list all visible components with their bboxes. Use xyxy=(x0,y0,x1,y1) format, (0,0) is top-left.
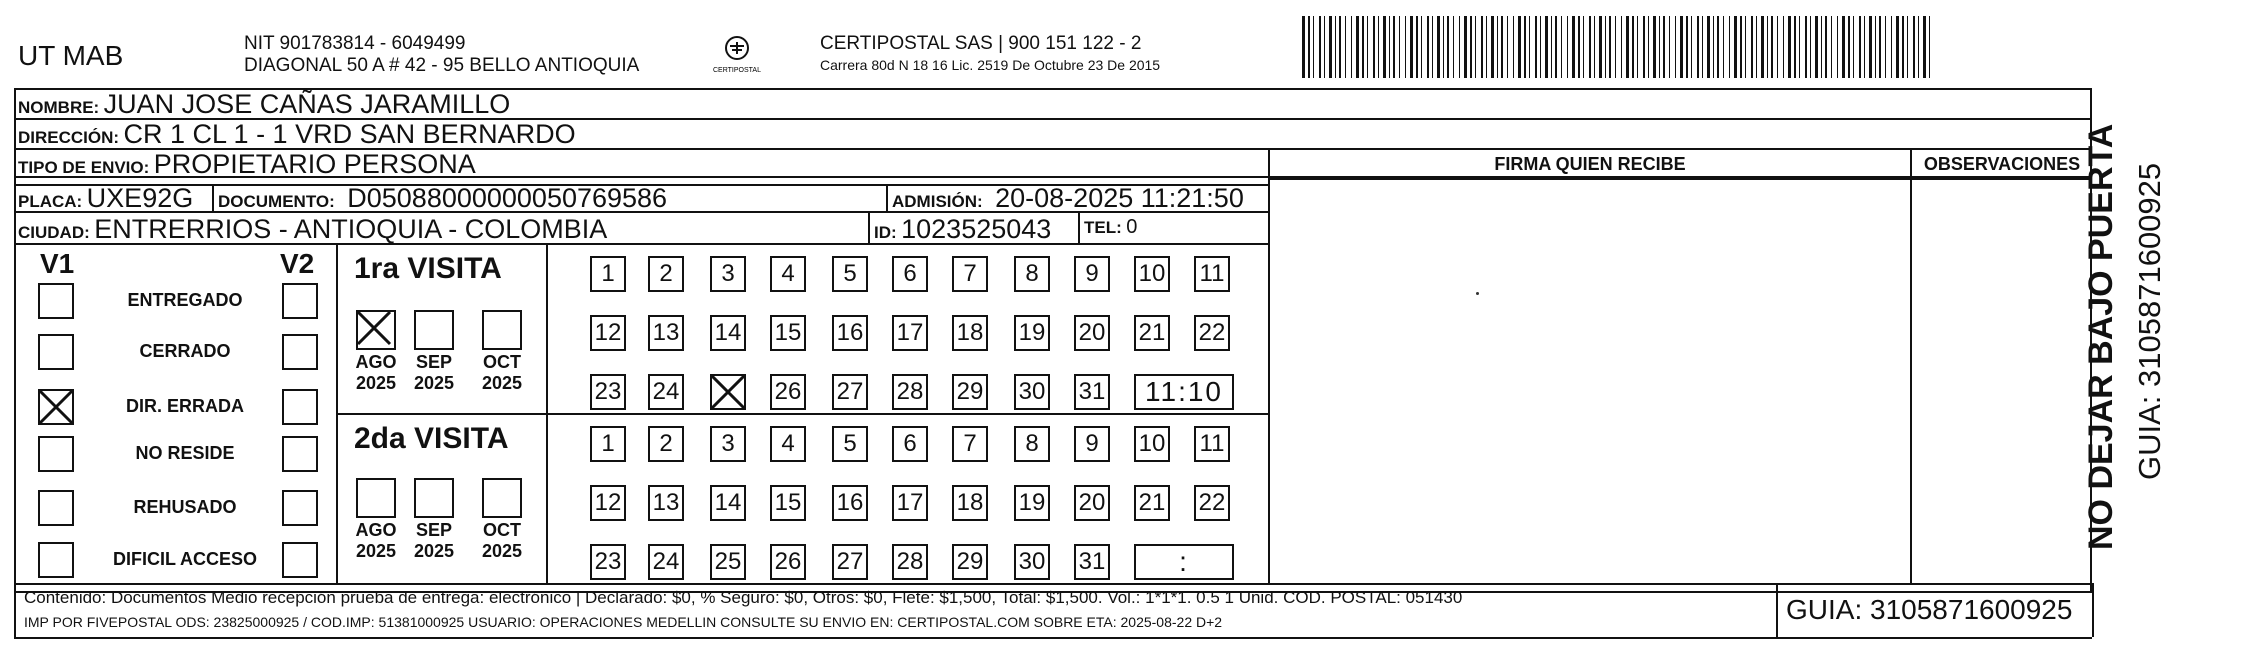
signature-mark xyxy=(1476,292,1479,295)
address-row xyxy=(18,119,576,150)
plate-row xyxy=(18,183,193,214)
visit1-day[interactable]: 7 xyxy=(952,256,988,292)
visit1-month-checkbox[interactable] xyxy=(356,310,396,350)
tel-value: 0 xyxy=(1126,216,1138,238)
visit1-month-checkbox[interactable] xyxy=(482,310,522,350)
plate-label: PLACA: xyxy=(18,192,83,211)
visit2-month-checkbox[interactable] xyxy=(356,478,396,518)
status-v1-checkbox[interactable] xyxy=(38,389,74,425)
address-label: DIRECCIÓN: xyxy=(18,128,120,147)
admission-label: ADMISIÓN: xyxy=(892,192,983,211)
visit2-title: 2da VISITA xyxy=(354,422,509,455)
visit1-day[interactable]: 15 xyxy=(770,315,806,351)
status-v2-checkbox[interactable] xyxy=(282,389,318,425)
visit1-day[interactable]: 14 xyxy=(710,315,746,351)
visit2-month-label xyxy=(472,520,532,562)
visit2-month-name: SEP xyxy=(415,520,453,540)
visit2-time-box[interactable]: : xyxy=(1134,544,1234,580)
visit1-day[interactable]: 1 xyxy=(590,256,626,292)
visit2-day[interactable]: 13 xyxy=(648,485,684,521)
admission-row xyxy=(892,183,1244,214)
visit2-month-year: 2025 xyxy=(481,541,523,561)
status-label: DIFICIL ACCESO xyxy=(112,549,257,569)
visit1-day[interactable]: 16 xyxy=(832,315,868,351)
side-warning: NO DEJAR BAJO PUERTA xyxy=(2082,123,2120,550)
status-label: DIR. ERRADA xyxy=(125,396,244,416)
recipient-address: CR 1 CL 1 - 1 VRD SAN BERNARDO xyxy=(123,119,576,149)
status-v2-checkbox[interactable] xyxy=(282,542,318,578)
visit1-day[interactable]: 5 xyxy=(832,256,868,292)
visit2-day[interactable]: 17 xyxy=(892,485,928,521)
visit1-day[interactable]: 2 xyxy=(648,256,684,292)
visit1-time-box[interactable]: 11:10 xyxy=(1134,374,1234,410)
barcode xyxy=(1302,16,1934,78)
id-value: 1023525043 xyxy=(901,214,1052,244)
id-label: ID: xyxy=(874,223,897,242)
doc-value: D05088000000050769586 xyxy=(347,183,668,213)
visit2-day[interactable]: 6 xyxy=(892,426,928,462)
type-row xyxy=(18,149,476,180)
id-row xyxy=(874,214,1051,245)
visit1-day[interactable]: 19 xyxy=(1014,315,1050,351)
status-v2-checkbox[interactable] xyxy=(282,490,318,526)
visit2-day[interactable]: 3 xyxy=(710,426,746,462)
visit1-month-label xyxy=(346,352,406,394)
status-label: ENTREGADO xyxy=(127,290,243,310)
visit1-month-name: SEP xyxy=(415,352,453,372)
visit1-day[interactable]: 18 xyxy=(952,315,988,351)
visit2-month-label xyxy=(404,520,464,562)
visit1-day[interactable] xyxy=(710,374,746,410)
visit2-day[interactable]: 10 xyxy=(1134,426,1170,462)
visit1-month-year: 2025 xyxy=(481,373,523,393)
visit1-day[interactable]: 12 xyxy=(590,315,626,351)
city-row xyxy=(18,214,607,245)
visit1-month-name: AGO xyxy=(355,352,397,372)
signature-header: FIRMA QUIEN RECIBE xyxy=(1494,154,1686,174)
v2-header: V2 xyxy=(280,248,315,279)
visit2-day[interactable]: 23 xyxy=(590,544,626,580)
footer-guia: GUIA: 3105871600925 xyxy=(1786,594,2073,625)
visit1-day[interactable]: 21 xyxy=(1134,315,1170,351)
status-v2-checkbox[interactable] xyxy=(282,334,318,370)
status-label: REHUSADO xyxy=(133,497,237,517)
admission-value: 20-08-2025 11:21:50 xyxy=(995,183,1244,213)
visit1-month-label xyxy=(404,352,464,394)
visit1-month-name: OCT xyxy=(483,352,521,372)
visit1-day[interactable]: 30 xyxy=(1014,374,1050,410)
visit2-day[interactable]: 22 xyxy=(1194,485,1230,521)
status-v2-checkbox[interactable] xyxy=(282,283,318,319)
status-v1-checkbox[interactable] xyxy=(38,334,74,370)
visit1-day[interactable]: 13 xyxy=(648,315,684,351)
document-row xyxy=(218,183,667,214)
visit2-day[interactable]: 30 xyxy=(1014,544,1050,580)
visit2-day[interactable]: 24 xyxy=(648,544,684,580)
visit1-month-label xyxy=(472,352,532,394)
visit1-day[interactable]: 31 xyxy=(1074,374,1110,410)
visit2-day[interactable]: 9 xyxy=(1074,426,1110,462)
side-panel xyxy=(2082,110,2192,560)
visit2-day[interactable]: 18 xyxy=(952,485,988,521)
visit1-day[interactable]: 22 xyxy=(1194,315,1230,351)
visit2-day[interactable]: 26 xyxy=(770,544,806,580)
visit2-day[interactable]: 14 xyxy=(710,485,746,521)
status-v1-checkbox[interactable] xyxy=(38,542,74,578)
visit2-month-year: 2025 xyxy=(413,541,455,561)
visit1-month-checkbox[interactable] xyxy=(414,310,454,350)
status-v1-checkbox[interactable] xyxy=(38,436,74,472)
visit2-month-label xyxy=(346,520,406,562)
recipient-name: JUAN JOSE CAÑAS JARAMILLO xyxy=(103,89,511,119)
plate-value: UXE92G xyxy=(86,183,194,213)
visit1-day[interactable]: 26 xyxy=(770,374,806,410)
visit2-day[interactable]: 1 xyxy=(590,426,626,462)
type-label: TIPO DE ENVIO: xyxy=(18,158,150,177)
carrier-address: Carrera 80d N 18 16 Lic. 2519 De Octubre 23 De 2015 xyxy=(820,57,1161,73)
status-label: CERRADO xyxy=(139,341,231,361)
side-guia: GUIA: 3105871600925 xyxy=(2132,162,2167,480)
tel-row xyxy=(1084,216,1137,239)
visit2-day[interactable]: 5 xyxy=(832,426,868,462)
visit2-day[interactable]: 8 xyxy=(1014,426,1050,462)
visit1-day[interactable]: 3 xyxy=(710,256,746,292)
visit2-day[interactable]: 27 xyxy=(832,544,868,580)
visit1-day[interactable]: 23 xyxy=(590,374,626,410)
visit1-day[interactable]: 17 xyxy=(892,315,928,351)
visit2-day[interactable]: 11 xyxy=(1194,426,1230,462)
visit2-day[interactable]: 20 xyxy=(1074,485,1110,521)
logo-text: CERTIPOSTAL xyxy=(713,67,761,74)
tel-label: TEL: xyxy=(1084,218,1122,237)
visit1-day[interactable]: 8 xyxy=(1014,256,1050,292)
doc-label: DOCUMENTO: xyxy=(218,192,335,211)
carrier-name: CERTIPOSTAL SAS | 900 151 122 - 2 xyxy=(820,33,1142,54)
company-name: UT MAB xyxy=(18,40,124,71)
name-row xyxy=(18,89,510,120)
city-label: CIUDAD: xyxy=(18,223,90,242)
visit2-month-year: 2025 xyxy=(355,541,397,561)
visit1-day[interactable]: 24 xyxy=(648,374,684,410)
name-label: NOMBRE: xyxy=(18,98,100,117)
visit2-month-checkbox[interactable] xyxy=(414,478,454,518)
visit1-day[interactable]: 28 xyxy=(892,374,928,410)
visit2-month-name: OCT xyxy=(483,520,521,540)
visit1-day[interactable]: 20 xyxy=(1074,315,1110,351)
shipment-type: PROPIETARIO PERSONA xyxy=(153,149,476,179)
visit1-day[interactable]: 6 xyxy=(892,256,928,292)
visit1-day[interactable]: 9 xyxy=(1074,256,1110,292)
visit1-month-year: 2025 xyxy=(355,373,397,393)
status-v1-checkbox[interactable] xyxy=(38,490,74,526)
visit2-day[interactable]: 16 xyxy=(832,485,868,521)
visit2-day[interactable]: 25 xyxy=(710,544,746,580)
visit1-title: 1ra VISITA xyxy=(354,252,502,285)
visit2-day[interactable]: 29 xyxy=(952,544,988,580)
visit2-month-checkbox[interactable] xyxy=(482,478,522,518)
sender-address: DIAGONAL 50 A # 42 - 95 BELLO ANTIOQUIA xyxy=(244,55,640,76)
footer-imp: IMP POR FIVEPOSTAL ODS: 23825000925 / COD.IMP: 51381000925 USUARIO: OPERACIONES MEDELLIN CONSULTE SU ENVIO EN: CERTIPOSTAL.COM SOBRE ETA: 2025-08-22 D+2 xyxy=(24,614,1223,630)
city-value: ENTRERRIOS - ANTIOQUIA - COLOMBIA xyxy=(94,214,608,244)
v1-header: V1 xyxy=(40,248,75,279)
visit2-day[interactable]: 28 xyxy=(892,544,928,580)
nit: NIT 901783814 - 6049499 xyxy=(244,33,466,54)
visit1-day[interactable]: 4 xyxy=(770,256,806,292)
visit1-month-year: 2025 xyxy=(413,373,455,393)
footer-content: Contenido: Documentos Medio recepción prueba de entrega: electrónico | Declarado: $0, % Seguro: $0, Otros: $0, Flete: $1,500, Total: $1,500. Vol.: 1*1*1. 0.5 1 Unid. COD. POSTAL: 051430 xyxy=(24,588,1463,607)
visit2-day[interactable]: 12 xyxy=(590,485,626,521)
visit2-day[interactable]: 19 xyxy=(1014,485,1050,521)
visit1-day[interactable]: 27 xyxy=(832,374,868,410)
visit2-day[interactable]: 15 xyxy=(770,485,806,521)
visit2-day[interactable]: 7 xyxy=(952,426,988,462)
certipostal-logo xyxy=(712,34,762,78)
visit1-day[interactable]: 29 xyxy=(952,374,988,410)
status-v2-checkbox[interactable] xyxy=(282,436,318,472)
status-v1-checkbox[interactable] xyxy=(38,283,74,319)
visit2-day[interactable]: 31 xyxy=(1074,544,1110,580)
visit2-month-name: AGO xyxy=(355,520,397,540)
visit2-day[interactable]: 2 xyxy=(648,426,684,462)
visit1-day[interactable]: 11 xyxy=(1194,256,1230,292)
visit2-day[interactable]: 21 xyxy=(1134,485,1170,521)
visit1-day[interactable]: 10 xyxy=(1134,256,1170,292)
visit2-day[interactable]: 4 xyxy=(770,426,806,462)
status-label: NO RESIDE xyxy=(135,443,235,463)
observations-header: OBSERVACIONES xyxy=(1923,154,2081,174)
